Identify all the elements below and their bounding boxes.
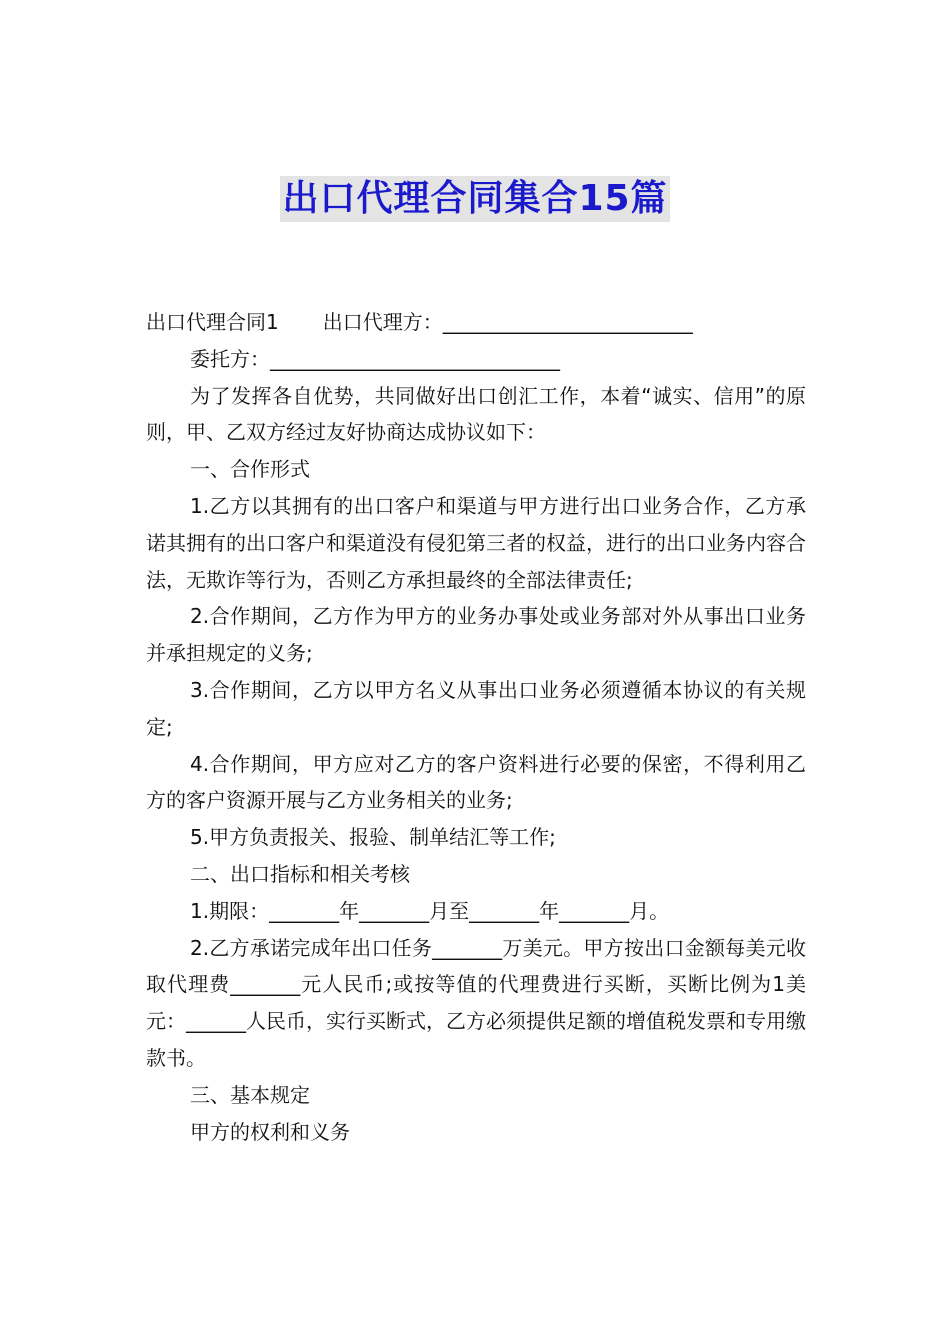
section-heading-basic-rules: 三、基本规定 — [190, 1082, 310, 1107]
clause-1-3: 3.合作期间，乙方以甲方名义从事出口业务必须遵循本协议的有关规定; — [146, 677, 806, 739]
client-line: 委托方：_____________________________ — [190, 346, 560, 371]
export-agent-line: 出口代理方：_________________________ — [322, 310, 693, 334]
clause-2-2: 2.乙方承诺完成年出口任务_______万美元。甲方按出口金额每美元收取代理费_______元人民币;或按等值的代理费进行买断，买断比例为1美元：______人民币，实行买断式，乙方必须提供足额的增值税发票和专用缴款书。 — [146, 935, 806, 1070]
document-title-text: 出口代理合同集合15篇 — [280, 176, 669, 222]
clause-2-1: 1.期限：_______年_______月至_______年_______月。 — [190, 898, 670, 923]
section-heading-targets: 二、出口指标和相关考核 — [190, 861, 410, 886]
clause-1-4: 4.合作期间，甲方应对乙方的客户资料进行必要的保密，不得利用乙方的客户资源开展与乙方业务相关的业务; — [146, 751, 806, 813]
section-heading-cooperation: 一、合作形式 — [190, 457, 310, 482]
document-title — [0, 176, 950, 222]
contract-number: 出口代理合同1 — [146, 310, 279, 334]
document-body — [146, 304, 806, 1150]
clause-1-1: 1.乙方以其拥有的出口客户和渠道与甲方进行出口业务合作，乙方承诺其拥有的出口客户和渠道没有侵犯第三者的权益，进行的出口业务内容合法，无欺诈等行为，否则乙方承担最终的全部法律责任; — [146, 493, 806, 592]
contract-heading-line — [146, 304, 806, 341]
intro-paragraph: 为了发挥各自优势，共同做好出口创汇工作，本着“诚实、信用”的原则，甲、乙双方经过友好协商达成协议如下： — [146, 383, 806, 445]
subheading-party-a-rights: 甲方的权利和义务 — [190, 1119, 350, 1144]
clause-1-2: 2.合作期间，乙方作为甲方的业务办事处或业务部对外从事出口业务并承担规定的义务; — [146, 604, 806, 666]
clause-1-5: 5.甲方负责报关、报验、制单结汇等工作; — [190, 825, 556, 850]
